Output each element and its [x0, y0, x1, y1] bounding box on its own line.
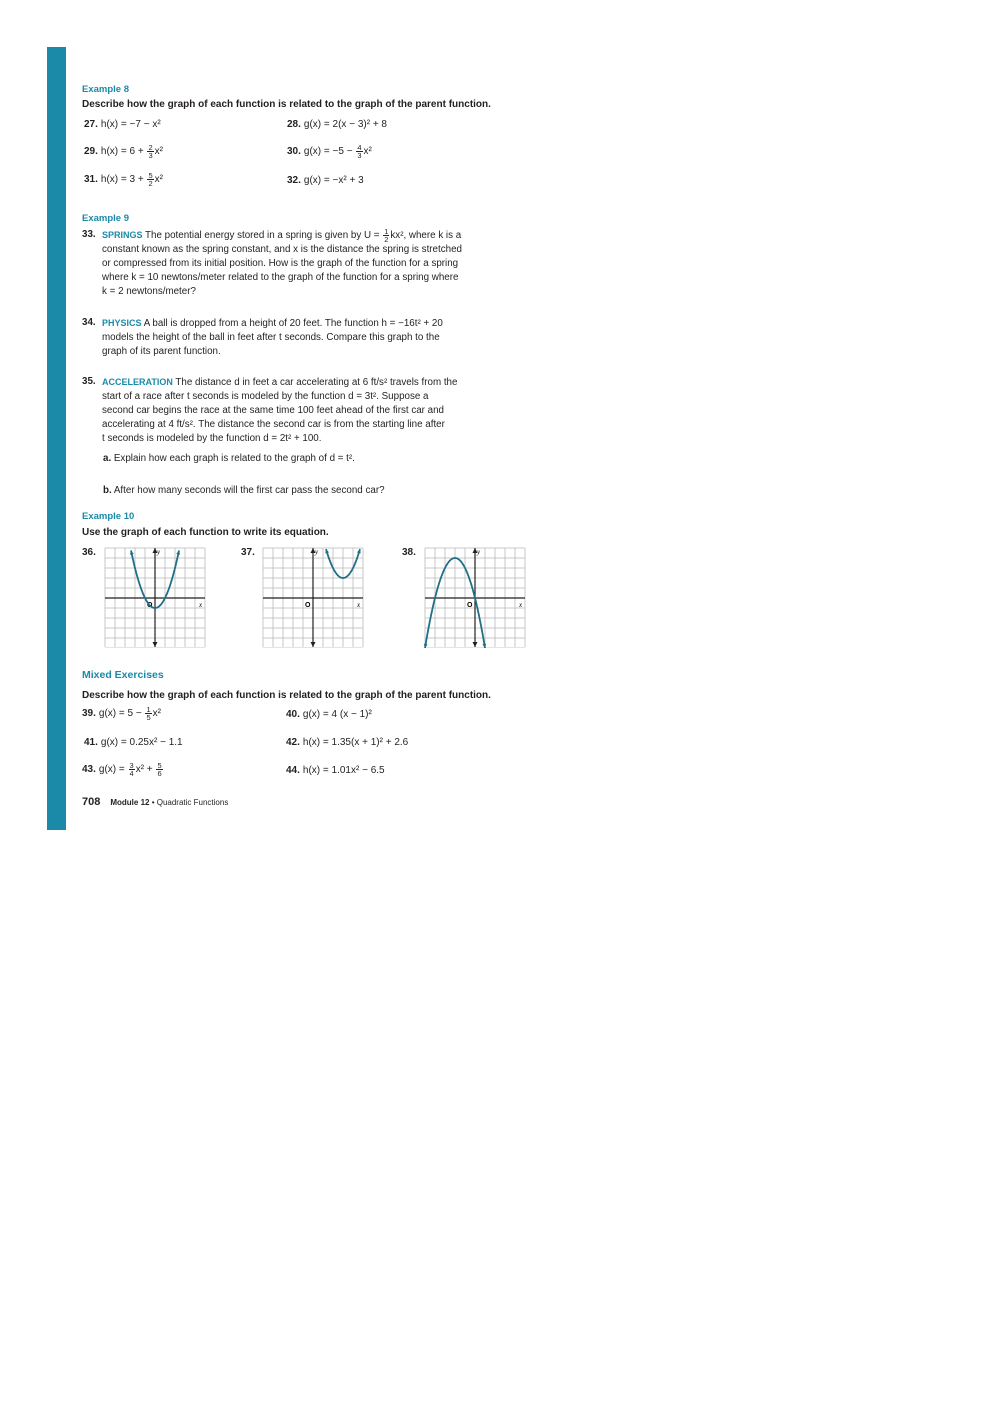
y-axis-label: y: [157, 548, 161, 556]
x-axis-label: x: [199, 601, 203, 609]
y-axis-arrow: [473, 642, 478, 647]
graph-36-number: 36.: [82, 547, 96, 558]
origin-label: O: [147, 602, 153, 609]
y-axis-arrow: [311, 642, 316, 647]
page-footer: 708 Module 12 • Quadratic Functions: [82, 796, 229, 808]
problem-40: 40. g(x) = 4 (x − 1)²: [286, 709, 372, 720]
graph-37-number: 37.: [241, 547, 255, 558]
problem-31: 31. h(x) = 3 + $\frac{5}{2}$ x²: [84, 171, 163, 188]
keyword-springs: SPRINGS: [102, 230, 143, 241]
y-axis-arrow: [153, 642, 158, 647]
example-8-label: Example 8: [82, 84, 129, 95]
problem-27: 27. h(x) = −7 − x²: [84, 119, 161, 130]
graph-37: [262, 547, 364, 648]
problem-30: 30. g(x) = −5 − $\frac{4}{3}$ x²: [287, 143, 372, 160]
example-8-instruction: Describe how the graph of each function is related to the graph of the parent function.: [82, 99, 491, 110]
origin-label: O: [305, 602, 311, 609]
page-number: 708: [82, 796, 101, 808]
problem-34: 34. PHYSICS A ball is dropped from a height of 20 feet. The function h = −16t² + 20 models the height of the ball in feet after t seconds. Compare this graph to the graph of its parent function.: [82, 317, 443, 357]
problem-28: 28. g(x) = 2(x − 3)² + 8: [287, 119, 387, 130]
module-title: Quadratic Functions: [156, 798, 229, 807]
problem-43: 43. g(x) = $\frac{3}{4}$ x² + $\frac{5}{6}$: [82, 761, 162, 778]
problem-35b: b. After how many seconds will the first car pass the second car?: [103, 485, 385, 496]
side-color-bar: [47, 47, 66, 830]
graph-36: [104, 547, 206, 648]
problem-32: 32. g(x) = −x² + 3: [287, 175, 364, 186]
problem-29: 29. h(x) = 6 + $\frac{2}{3}$ x²: [84, 143, 163, 160]
mixed-exercises-title: Mixed Exercises: [82, 669, 164, 681]
example-10-label: Example 10: [82, 511, 135, 522]
graph-38: [424, 547, 526, 648]
problem-35: 35. ACCELERATION The distance d in feet a car accelerating at 6 ft/s² travels from the start of a race after t seconds is modeled by the function d = 3t². Suppose a second car begins the race at the same time 100 feet ahead of the first car and accelerating at 4 ft/s². The distance the second car is from the starting line after t seconds is modeled by the function d = 2t² + 100.: [82, 376, 458, 444]
keyword-physics: PHYSICS: [102, 318, 142, 328]
x-axis-label: x: [519, 601, 523, 609]
graph-38-number: 38.: [402, 547, 416, 558]
problem-35a: a. Explain how each graph is related to the graph of d = t².: [103, 453, 355, 464]
problem-42: 42. h(x) = 1.35(x + 1)² + 2.6: [286, 737, 409, 748]
problem-33: 33. SPRINGS The potential energy stored in a spring is given by U = $\frac{1}{2}$ kx², where k is a constant known as the spring constant, and x is the distance the spring is stretched or compressed from its initial position. How is the graph of the function for a spring where k = 10 newtons/meter related to the graph of the function for a spring where k = 2 newtons/meter?: [82, 227, 462, 298]
module-label: Module 12: [110, 798, 150, 807]
example-10-instruction: Use the graph of each function to write its equation.: [82, 527, 329, 538]
x-axis-label: x: [357, 601, 361, 609]
y-axis-label: y: [315, 548, 319, 556]
problem-44: 44. h(x) = 1.01x² − 6.5: [286, 765, 385, 776]
origin-label: O: [467, 602, 473, 609]
problem-39: 39. g(x) = 5 − $\frac{1}{5}$ x²: [82, 705, 161, 722]
y-axis-label: y: [477, 548, 481, 556]
mixed-exercises-instruction: Describe how the graph of each function is related to the graph of the parent function.: [82, 690, 491, 701]
keyword-acceleration: ACCELERATION: [102, 377, 173, 387]
example-9-label: Example 9: [82, 213, 129, 224]
problem-41: 41. g(x) = 0.25x² − 1.1: [84, 737, 183, 748]
